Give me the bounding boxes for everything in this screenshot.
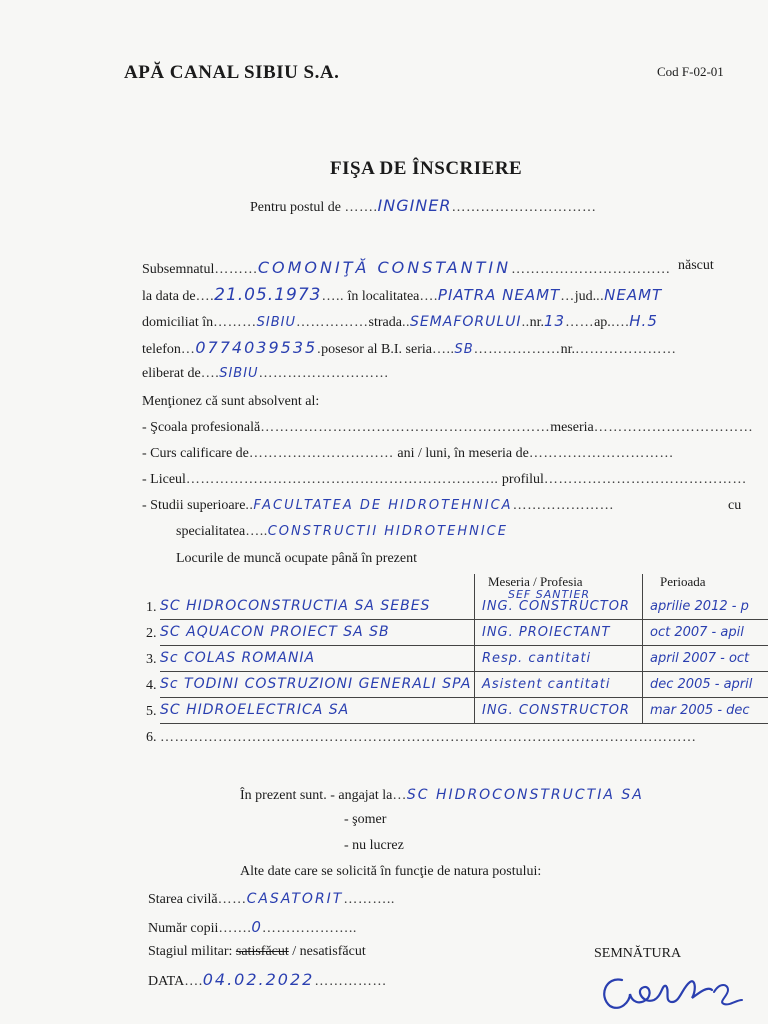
nr-label: nr.	[529, 315, 544, 330]
telefon-label: telefon	[142, 342, 181, 357]
job-empty-line: …………………………………………………………………………………………………	[160, 730, 697, 745]
post-row: Pentru postul de …….INGINER…………………………	[250, 196, 597, 215]
eliberat-row: eliberat de….SIBIU………………………	[142, 366, 390, 381]
post-label: Pentru postul de	[250, 200, 341, 215]
localitatea-value[interactable]: PIATRA NEAMT	[437, 286, 561, 304]
col-meseria-header: Meseria / Profesia	[488, 574, 583, 589]
job-row-line	[160, 697, 768, 698]
copii-value[interactable]: 0	[251, 918, 262, 936]
job-row-number: 6.	[146, 730, 157, 745]
liceu-row: - Liceul……………………………………………………….. profilul……………………………………	[142, 472, 747, 487]
job-role[interactable]: Resp. cantitati	[482, 651, 592, 666]
domiciliat-label: domiciliat în	[142, 315, 214, 330]
name-value[interactable]: COMONIŢĂ CONSTANTIN	[257, 258, 512, 277]
other-intro: Alte date care se solicită în funcţie de natura postului:	[240, 864, 542, 879]
stagiu-label: Stagiul militar:	[148, 944, 233, 959]
stare-row: Starea civilă……CASATORIT………..	[148, 891, 395, 907]
domiciliu-row: domiciliat în………SIBIU……………strada..SEMAFORULUI..nr.13……ap.….H.5	[142, 312, 658, 330]
jobs-intro: Locurile de muncă ocupate până în prezent	[176, 551, 417, 566]
col-perioada-header: Perioada	[660, 574, 706, 589]
nascut-label: născut	[678, 258, 714, 273]
ap-label: ap.	[594, 315, 611, 330]
birth-date-value[interactable]: 21.05.1973	[214, 285, 322, 305]
stare-value[interactable]: CASATORIT	[246, 891, 344, 907]
job-period[interactable]: aprilie 2012 - p	[650, 599, 749, 614]
bi-nr-label: nr.	[560, 342, 576, 357]
ap-value[interactable]: H.5	[629, 312, 658, 330]
jobs-divider-2	[642, 574, 643, 724]
subsemnatul-label: Subsemnatul	[142, 262, 215, 277]
somer-option: - şomer	[344, 812, 387, 827]
current-label: În prezent sunt.	[240, 788, 327, 803]
job-company[interactable]: SC HIDROELECTRICA SA	[160, 702, 350, 718]
strada-value[interactable]: SEMAFORULUI	[409, 314, 522, 330]
liceu-label: - Liceul	[142, 472, 186, 487]
profilul-label: profilul	[501, 472, 544, 487]
data-row: DATA….04.02.2022……………	[148, 970, 387, 989]
studies-intro: Menţionez că sunt absolvent al:	[142, 394, 320, 409]
angajat-label: - angajat la	[330, 788, 393, 803]
job-role[interactable]: Asistent cantitati	[482, 677, 611, 692]
stagiu-nesatisfacut-option: / nesatisfăcut	[292, 944, 366, 959]
job-company[interactable]: Sc TODINI COSTRUZIONI GENERALI SPA	[160, 676, 472, 692]
job-period[interactable]: mar 2005 - dec	[650, 703, 750, 718]
specialitatea-row: specialitatea…..CONSTRUCTII HIDROTEHNICE	[176, 524, 508, 539]
cu-label: cu	[728, 498, 742, 513]
stagiu-satisfacut-option: satisfăcut	[235, 944, 289, 959]
job-role-note[interactable]: SEF SANTIER	[508, 588, 591, 601]
jud-value[interactable]: NEAMT	[604, 286, 663, 304]
job-role[interactable]: ING. CONSTRUCTOR	[482, 599, 630, 614]
job-row-number: 5.	[146, 704, 157, 719]
post-value[interactable]: INGINER	[377, 196, 452, 215]
current-row: În prezent sunt. - angajat la…SC HIDROCONSTRUCTIA SA	[240, 787, 644, 803]
job-row-number: 2.	[146, 626, 157, 641]
job-row-line	[160, 723, 768, 724]
localitatea-label: în localitatea	[347, 289, 420, 304]
bi-label: posesor al B.I. seria	[321, 342, 432, 357]
meseria-label: meseria	[550, 420, 594, 435]
eliberat-value[interactable]: SIBIU	[219, 366, 259, 381]
specialitatea-label: specialitatea	[176, 524, 246, 539]
data-label: DATA	[148, 974, 185, 989]
job-row-line	[160, 671, 768, 672]
curs-mid-label: ani / luni, în meseria de	[397, 446, 529, 461]
job-row-number: 1.	[146, 600, 157, 615]
job-row-line	[160, 619, 768, 620]
job-role[interactable]: ING. PROIECTANT	[482, 625, 611, 640]
company-name: APĂ CANAL SIBIU S.A.	[124, 62, 340, 83]
stare-label: Starea civilă	[148, 892, 218, 907]
angajat-value[interactable]: SC HIDROCONSTRUCTIA SA	[406, 787, 644, 803]
form-code: Cod F-02-01	[657, 64, 724, 79]
curs-row: - Curs calificare de………………………… ani / luni, în meseria de…………………………	[142, 446, 674, 461]
eliberat-label: eliberat de	[142, 366, 201, 381]
telefon-row: telefon…0774039535.posesor al B.I. seria…..SB………………nr.…………………	[142, 338, 677, 357]
form-title: FIŞA DE ÎNSCRIERE	[330, 158, 523, 179]
curs-label: - Curs calificare de	[142, 446, 249, 461]
job-row-line	[160, 645, 768, 646]
nu-lucrez-option: - nu lucrez	[344, 838, 404, 853]
job-period[interactable]: dec 2005 - april	[650, 677, 753, 692]
domiciliu-value[interactable]: SIBIU	[256, 315, 297, 330]
superioare-row: - Studii superioare..FACULTATEA DE HIDROTEHNICA…………………	[142, 498, 615, 513]
stagiu-row	[148, 944, 366, 960]
job-row-number: 3.	[146, 652, 157, 667]
nr-value[interactable]: 13	[543, 312, 566, 330]
strada-label: strada	[368, 315, 402, 330]
birth-row: la data de….21.05.1973….. în localitatea….PIATRA NEAMT…jud...NEAMT	[142, 285, 663, 305]
scoala-row: - Şcoala profesională……………………………………………………meseria……………………………	[142, 420, 754, 435]
copii-row: Număr copii…….0………………..	[148, 918, 357, 936]
superioare-value[interactable]: FACULTATEA DE HIDROTEHNICA	[253, 498, 513, 513]
job-role[interactable]: ING. CONSTRUCTOR	[482, 703, 630, 718]
telefon-value[interactable]: 0774039535	[195, 338, 318, 357]
superioare-label: - Studii superioare	[142, 498, 246, 513]
job-company[interactable]: Sc COLAS ROMANIA	[160, 650, 316, 666]
signature-image	[596, 962, 756, 1018]
jud-label: jud.	[574, 289, 597, 304]
job-period[interactable]: april 2007 - oct	[650, 651, 750, 666]
scoala-label: - Şcoala profesională	[142, 420, 261, 435]
jobs-divider-1	[474, 574, 475, 724]
job-company[interactable]: SC AQUACON PROIECT SA SB	[160, 624, 390, 640]
subsemnatul-row: Subsemnatul………COMONIŢĂ CONSTANTIN……………………………	[142, 258, 671, 277]
copii-label: Număr copii	[148, 921, 219, 936]
bi-seria-value[interactable]: SB	[454, 342, 474, 357]
la-data-label: la data de	[142, 289, 196, 304]
job-row-number: 4.	[146, 678, 157, 693]
semnatura-label: SEMNĂTURA	[594, 946, 682, 961]
data-value[interactable]: 04.02.2022	[202, 970, 315, 989]
job-period[interactable]: oct 2007 - apil	[650, 625, 744, 640]
specialitatea-value[interactable]: CONSTRUCTII HIDROTEHNICE	[267, 524, 508, 539]
job-company[interactable]: SC HIDROCONSTRUCTIA SA SEBES	[160, 598, 431, 614]
